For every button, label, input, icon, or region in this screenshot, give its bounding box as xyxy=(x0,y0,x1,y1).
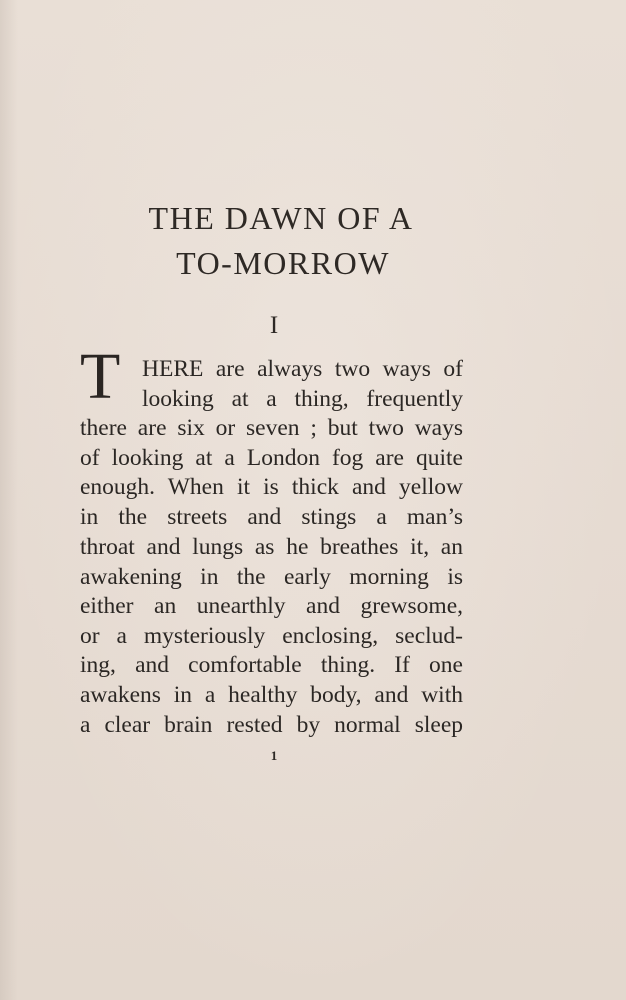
text-line: either an unearthly and grewsome, xyxy=(80,593,463,619)
book-title-line-1: THE DAWN OF A xyxy=(148,200,414,236)
text-line: of looking at a London fog are quite xyxy=(80,445,463,471)
text-line: awakening in the early morning is xyxy=(80,564,463,590)
drop-cap: T xyxy=(80,340,121,413)
chapter-number: I xyxy=(269,312,279,339)
text-line: throat and lungs as he breathes it, an xyxy=(80,534,463,560)
text-line: ing, and comfortable thing. If one xyxy=(80,652,463,678)
text-line: looking at a thing, frequently xyxy=(142,386,463,412)
text-line: or a mysteriously enclosing, seclud- xyxy=(80,623,463,649)
text-line: a clear brain rested by normal sleep xyxy=(80,712,463,738)
text-line: HERE are always two ways of xyxy=(142,356,463,382)
page-edge-shadow xyxy=(0,0,18,1000)
book-title-line-2: TO-MORROW xyxy=(176,245,390,281)
text-line: in the streets and stings a man’s xyxy=(80,504,463,530)
text-line: awakens in a healthy body, and with xyxy=(80,682,463,708)
text-line: enough. When it is thick and yellow xyxy=(80,474,463,500)
page-number: 1 xyxy=(270,748,278,763)
text-line: there are six or seven ; but two ways xyxy=(80,415,463,441)
